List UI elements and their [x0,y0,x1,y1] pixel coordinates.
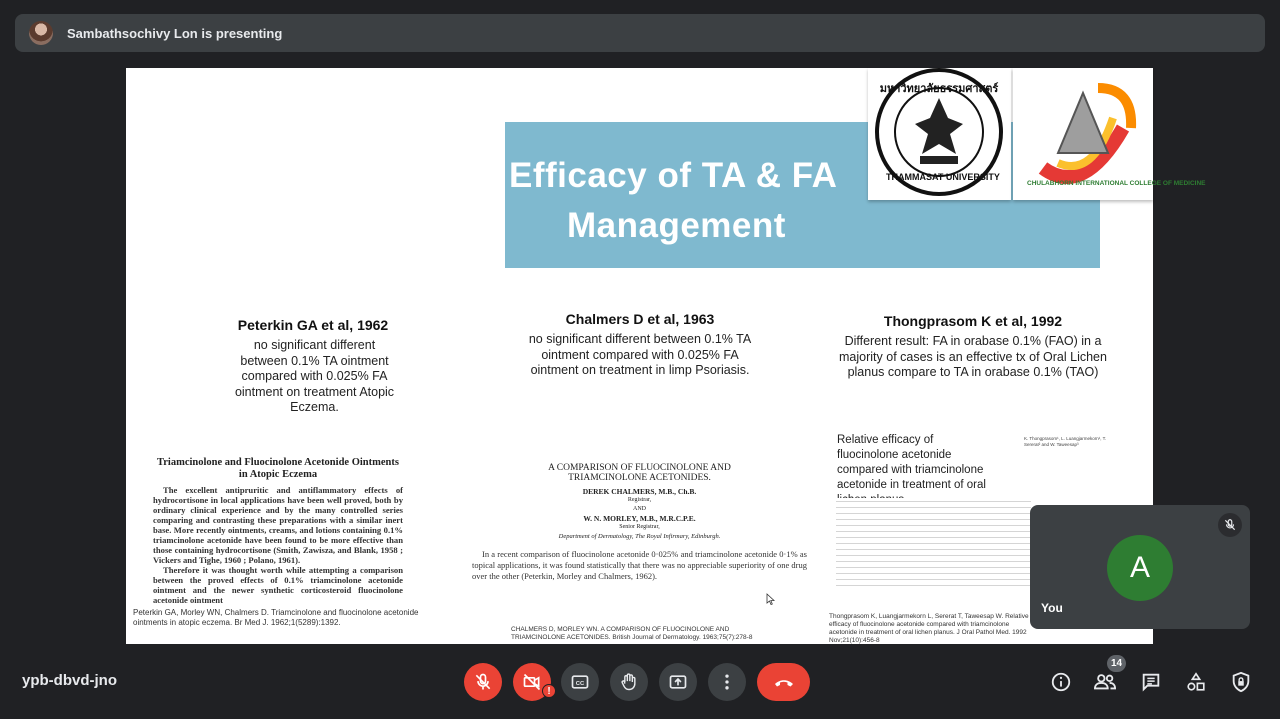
col3-body: Different result: FA in orabase 0.1% (FAO) in a majority of cases is an effective tx of Oral Lichen planus compare to TA in orabase 0.1% (TAO) [839,334,1107,379]
activities-button[interactable] [1182,668,1210,696]
activities-shapes-icon [1185,671,1207,693]
svg-text:CC: CC [575,680,585,687]
chulabhorn-logo [1013,68,1206,200]
svg-text:มหาวิทยาลัยธรรมศาสตร์: มหาวิทยาลัยธรรมศาสตร์ [879,83,999,95]
col2-clip-dept: Department of Dermatology, The Royal Infirmary, Edinburgh. [558,533,721,540]
mouse-cursor-icon [767,594,775,605]
col3-clip-title: Relative efficacy of fluocinolone acetonide compared with triamcinolone acetonide in treatment of oral [837,434,986,491]
self-name: You [1041,601,1063,615]
hand-icon [619,672,639,692]
present-screen-icon [668,672,688,692]
slide-title-line1: Efficacy of TA & FA [509,156,838,195]
col1-clip-title: Triamcinolone and Fluocinolone Acetonide Ointments in Atopic Eczema [157,457,399,480]
col2-clip-and: AND [633,506,646,512]
chulabhorn-logo-text: CHULABHORN INTERNATIONAL COLLEGE OF MEDICINE [1027,180,1206,187]
col3-heading: Thongprasom K et al, 1992 [883,313,1063,329]
presenter-text: Sambathsochivy Lon is presenting [67,25,283,41]
col1-heading: Peterkin GA et al, 1962 [237,317,389,333]
host-controls-button[interactable] [1227,668,1255,696]
meeting-code: ypb-dbvd-jno [22,672,117,689]
col1-citation: Peterkin GA, Morley WN, Chalmers D. Triamcinolone and fluocinolone acetonide ointments in atopic eczema. Br Med J. 1962;1(5289):1392. [133,608,419,627]
col1-article-clip [153,457,403,605]
leave-call-button[interactable] [757,663,810,701]
participants-button[interactable] [1091,668,1119,696]
shield-lock-icon [1230,671,1252,693]
people-icon [1093,671,1117,693]
col1-clip-body2: Therefore it was thought worth while attempting a comparison between the proved effects of 0.1% triamcinolone acetonide ointment and the newer synthetic corticosteroid fluocinolone acetonide ointment [153,565,403,605]
col2-heading: Chalmers D et al, 1963 [565,311,715,327]
camera-alert-badge: ! [542,684,556,698]
raise-hand-button[interactable] [610,663,648,701]
col2-clip-title: A COMPARISON OF FLUOCINOLONE AND TRIAMCINOLONE ACETONIDES. [548,463,731,483]
camera-off-icon [522,672,542,692]
col1-body: no significant different between 0.1% TA ointment compared with 0.025% FA ointment on treatment Atopic Eczema. [234,338,395,414]
col2-article-clip [472,463,807,582]
col2-clip-author2: W. N. MORLEY, M.B., M.R.C.P.E. [583,514,696,523]
presenter-banner [15,14,1265,52]
more-vertical-icon [717,672,737,692]
thammasat-seal-logo [868,68,1011,200]
slide-title-line2: Management [567,206,786,245]
chat-button[interactable] [1137,668,1165,696]
presenter-avatar [29,21,53,45]
participants-count-badge: 14 [1107,655,1126,672]
col2-clip-body: In a recent comparison of fluocinolone acetonide 0·025% and triamcinolone acetonide 0·1% as topical applications, it was found statistically that there was no appreciable superiority of one drug over the other (Peterkin, Morley and Chalmers, 1962). [472,549,807,581]
col2-clip-author1: DEREK CHALMERS, M.B., Ch.B. [582,487,697,496]
phone-hangup-icon [772,670,796,694]
col3-citation: Thongprasom K, Luangjarmekorn L, Sererat T, Taweesap W. Relative efficacy of fluocinolone acetonide compared with triamcinolone acetonide in treatment of oral lichen planus. J Oral Pathol Med. 1992 Nov;21(10):456-8 [829,613,1029,644]
self-avatar: A [1107,535,1173,601]
col2-body: no significant different between 0.1% TA ointment compared with 0.025% FA ointment on treatment in limp Psoriasis. [528,332,752,377]
chat-icon [1140,671,1162,693]
mic-off-icon [1218,513,1242,537]
col2-clip-role2: Senior Registrar, [619,524,660,530]
col3-clip-abstract [836,498,1031,588]
self-video-tile[interactable] [1030,505,1250,629]
meeting-details-button[interactable] [1047,668,1075,696]
col1-clip-body: The excellent antipruritic and antiflammatory effects of hydrocortisone in local applications have been well proved, both by ordinary clinical experience and by the many controlled series comparing and contrasting these preparations with a similar inert base. More recently ointments, creams, and lotions containing 0.1% triamcinolone acetonide have been found to be more effective than those containing hydrocortisone (Smith, Zawisza, and Blank, 1958 ; Vickers and Tighe, 1960 ; Polano, 1961). [153,485,403,565]
mic-off-icon [473,672,493,692]
closed-captions-icon [570,672,590,692]
mic-toggle-button[interactable] [464,663,502,701]
presentation-slide [126,68,1206,644]
col2-citation: CHALMERS D, MORLEY WN. A COMPARISON OF FLUOCINOLONE AND TRIAMCINOLONE ACETONIDES. British Journal of Dermatology. 1963;75(7):278-8 [511,626,753,641]
present-now-button[interactable] [659,663,697,701]
captions-button[interactable] [561,663,599,701]
info-icon [1050,671,1072,693]
col2-clip-role1: Registrar, [627,497,652,503]
more-options-button[interactable] [708,663,746,701]
thammasat-logo-text: THAMMASAT UNIVERSITY [886,172,1000,182]
col3-clip-authors: K. Thongprasom¹, L. Luangjarmekorn¹, T. Sererat² and W. Taweesap³ [1024,436,1107,447]
